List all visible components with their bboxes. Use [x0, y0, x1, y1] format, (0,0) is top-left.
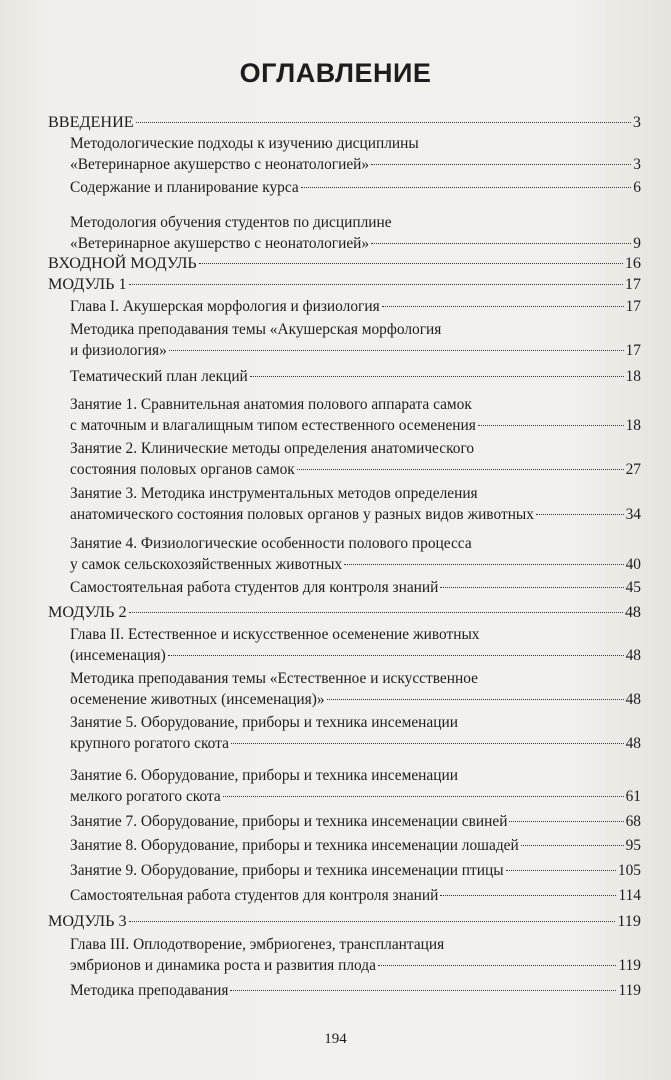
toc-entry	[70, 765, 641, 807]
dot-leader	[136, 122, 631, 123]
toc-entry	[70, 296, 641, 317]
toc-entry-title: МОДУЛЬ 1	[48, 275, 127, 293]
dot-leader	[230, 990, 616, 991]
toc-entry	[70, 319, 641, 361]
dot-leader	[129, 284, 623, 285]
dot-leader	[199, 263, 623, 264]
dot-leader	[521, 845, 624, 846]
toc-entry-title: крупного рогатого скота	[70, 735, 229, 752]
page-number: 194	[324, 1031, 347, 1047]
toc-entry-title: Методика преподавания темы «Акушерская морфология	[70, 321, 442, 338]
toc-entry-title: (инсеменация)	[70, 647, 166, 664]
dot-leader	[382, 306, 624, 307]
dot-leader	[301, 187, 632, 188]
toc-entry-title: Занятие 9. Оборудование, приборы и техника инсеменации птицы	[70, 862, 504, 879]
page-title: ОГЛАВЛЕНИЕ	[239, 58, 432, 88]
toc-entry-title: Глава II. Естественное и искусственное осеменение животных	[70, 626, 480, 643]
dot-leader	[327, 699, 624, 700]
toc-entry	[70, 624, 641, 666]
toc-page-number: 48	[624, 603, 641, 621]
dot-leader	[378, 965, 617, 966]
dot-leader	[129, 612, 623, 613]
dot-leader	[506, 870, 616, 871]
dot-leader	[297, 469, 624, 470]
toc-entry	[70, 177, 641, 198]
dot-leader	[231, 743, 624, 744]
toc-page-number: 17	[625, 342, 641, 359]
toc-page-number: 48	[625, 647, 641, 664]
toc-entry	[48, 602, 641, 623]
toc-page-number: 18	[625, 417, 641, 434]
toc-entry-title: Занятие 7. Оборудование, приборы и техника инсеменации свиней	[70, 813, 508, 830]
toc-entry-title: Методология обучения студентов по дисциплине	[70, 214, 392, 231]
toc-page-number: 68	[625, 813, 641, 830]
toc-entry	[70, 860, 641, 881]
toc-entry-title: Занятие 6. Оборудование, приборы и техника инсеменации	[70, 767, 458, 784]
toc-page-number: 95	[625, 837, 641, 854]
toc-page-number: 6	[633, 179, 641, 196]
toc-page-number: 119	[617, 912, 641, 930]
toc-entry-title: Занятие 8. Оборудование, приборы и техника инсеменации лошадей	[70, 837, 519, 854]
toc-entry	[70, 712, 641, 754]
toc-entry	[70, 366, 641, 387]
toc-entry	[70, 212, 641, 254]
toc-entry-title: Занятие 2. Клинические методы определения анатомического	[70, 440, 475, 457]
toc-page-number: 9	[633, 235, 641, 252]
toc-entry-title: эмбрионов и динамика роста и развития плода	[70, 957, 376, 974]
toc-page-number: 17	[624, 275, 641, 293]
toc-entry	[70, 885, 641, 906]
toc-entry-title: МОДУЛЬ 3	[48, 912, 127, 930]
toc-page-number: 114	[618, 887, 641, 904]
toc-entry	[48, 274, 641, 295]
dot-leader	[129, 921, 616, 922]
toc-entry	[48, 253, 641, 274]
toc-entry-title: МОДУЛЬ 2	[48, 603, 127, 621]
toc-entry-title: Методика преподавания темы «Естественное и искусственное	[70, 670, 478, 687]
toc-entry-title: Занятие 1. Сравнительная анатомия полового аппарата самок	[70, 396, 472, 413]
toc-entry-title: мелкого рогатого скота	[70, 788, 221, 805]
toc-page-number: 3	[632, 113, 641, 131]
toc-page-number: 61	[625, 788, 641, 805]
toc-entry	[70, 133, 641, 175]
dot-leader	[344, 564, 623, 565]
dot-leader	[440, 587, 623, 588]
toc-entry-title: «Ветеринарное акушерство с неонатологией»	[70, 235, 370, 252]
toc-entry-title: Занятие 3. Методика инструментальных методов определения	[70, 485, 478, 502]
toc-entry	[70, 668, 641, 710]
toc-page-number: 3	[633, 156, 641, 173]
toc-page-number: 17	[625, 298, 641, 315]
toc-entry-title: Занятие 4. Физиологические особенности полового процесса	[70, 535, 472, 552]
toc-entry-title: у самок сельскохозяйственных животных	[70, 556, 343, 573]
dot-leader	[250, 376, 624, 377]
toc-entry-title: Глава I. Акушерская морфология и физиология	[70, 298, 380, 315]
toc-page-number: 34	[625, 506, 641, 523]
toc-entry-title: «Ветеринарное акушерство с неонатологией»	[70, 156, 370, 173]
dot-leader	[371, 243, 631, 244]
toc-entry	[70, 438, 641, 480]
toc-entry-title: состояния половых органов самок	[70, 461, 295, 478]
toc-page-number: 48	[625, 691, 641, 708]
toc-entry-title: Тематический план лекций	[70, 368, 248, 385]
dot-leader	[536, 514, 624, 515]
toc-entry	[70, 835, 641, 856]
dot-leader	[169, 350, 624, 351]
dot-leader	[440, 895, 616, 896]
dot-leader	[371, 164, 631, 165]
toc-entry	[70, 980, 641, 1001]
toc-page-number: 105	[617, 862, 641, 879]
toc-entry	[48, 112, 641, 133]
toc-entry-title: Методологические подходы к изучению дисциплины	[70, 135, 419, 152]
toc-page-number: 16	[624, 254, 641, 272]
dot-leader	[509, 821, 623, 822]
toc-page-number: 40	[625, 556, 641, 573]
toc-entry-title: Методика преподавания	[70, 982, 229, 999]
toc-entry-title: ВХОДНОЙ МОДУЛЬ	[48, 254, 197, 272]
toc-entry-title: Занятие 5. Оборудование, приборы и техника инсеменации	[70, 714, 458, 731]
dot-leader	[223, 796, 624, 797]
toc-entry-title: и физиология»	[70, 342, 167, 359]
toc-entry-title: Самостоятельная работа студентов для контроля знаний	[70, 579, 439, 596]
toc-page-number: 119	[618, 982, 641, 999]
toc-entry-title: Самостоятельная работа студентов для контроля знаний	[70, 887, 439, 904]
toc-page-number: 45	[625, 579, 641, 596]
toc-page-number: 18	[625, 368, 641, 385]
toc-entry-title: ВВЕДЕНИЕ	[48, 113, 134, 131]
toc-entry	[48, 911, 641, 932]
toc-entry	[70, 811, 641, 832]
dot-leader	[478, 425, 624, 426]
dot-leader	[168, 655, 624, 656]
toc-page-number: 27	[625, 461, 641, 478]
toc-page-number: 48	[625, 735, 641, 752]
toc-entry	[70, 394, 641, 436]
toc-entry-title: Содержание и планирование курса	[70, 179, 299, 196]
toc-entry	[70, 533, 641, 575]
toc-entry-title: с маточным и влагалищным типом естественного осеменения	[70, 417, 476, 434]
toc-entry-title: Глава III. Оплодотворение, эмбриогенез, трансплантация	[70, 936, 445, 953]
toc-page-number: 119	[618, 957, 641, 974]
toc-entry	[70, 934, 641, 976]
toc-entry	[70, 577, 641, 598]
toc-entry-title: анатомического состояния половых органов у разных видов животных	[70, 506, 534, 523]
toc-entry	[70, 483, 641, 525]
toc-entry-title: осеменение животных (инсеменация)»	[70, 691, 325, 708]
